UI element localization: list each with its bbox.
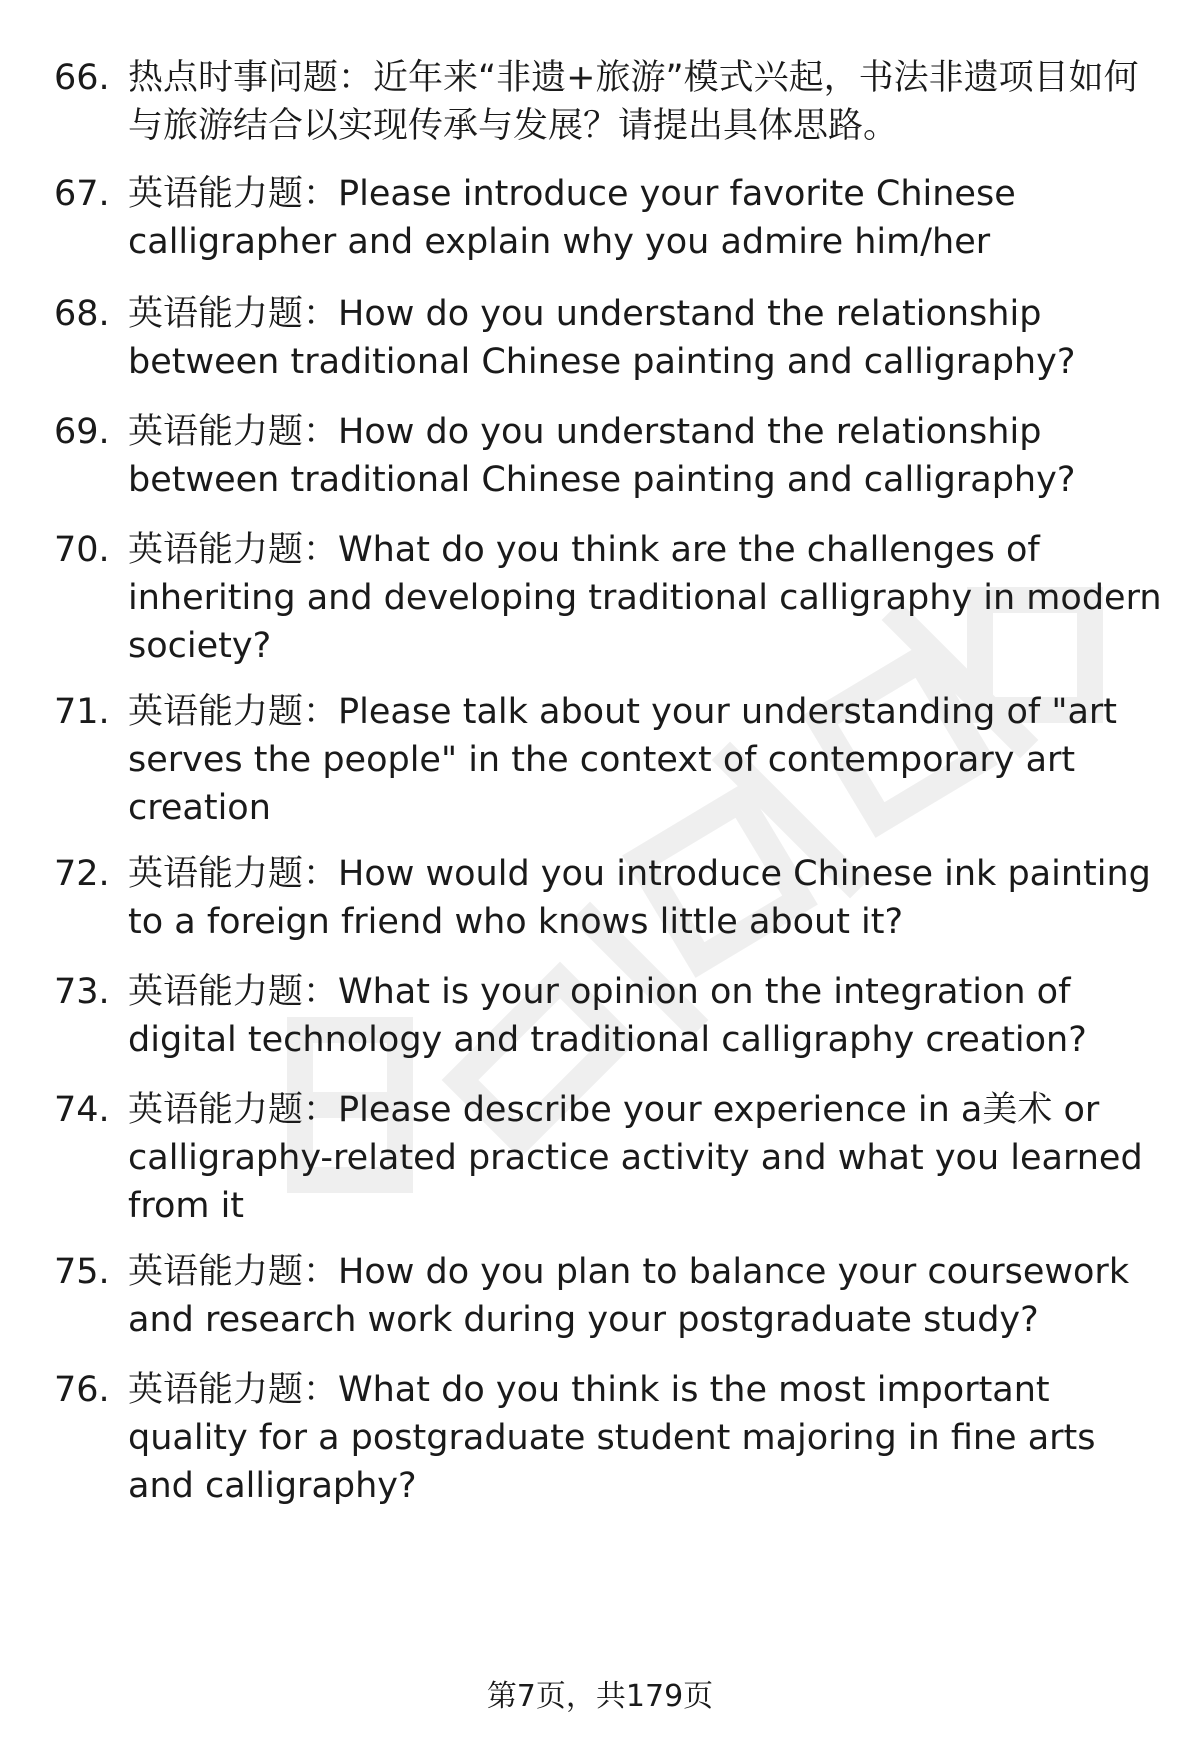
question-text: How would you introduce Chinese ink painting to a foreign friend who knows little about it? [128,854,1151,942]
question-text: Please describe your experience in a美术 or calligraphy-related practice activity and what you learned from it [128,1090,1143,1226]
question-number: 75. [54,1252,110,1292]
question-body [128,1086,1164,1230]
question-text: What is your opinion on the integration of digital technology and traditional calligraphy creation? [128,972,1087,1060]
question-prefix: 英语能力题： [128,1252,339,1292]
question-body [128,1248,1164,1344]
question-body [128,968,1164,1064]
question-body [128,290,1164,386]
list-item [54,1086,1164,1230]
page-footer: 第7页，共179页 [486,1679,714,1714]
question-number: 70. [54,530,110,570]
question-body [128,170,1164,266]
list-item [54,850,1164,946]
list-item [54,1248,1164,1344]
question-text: Please introduce your favorite Chinese calligrapher and explain why you admire him/her [128,174,1016,262]
question-prefix: 英语能力题： [128,530,339,570]
question-prefix: 英语能力题： [128,1090,339,1130]
question-prefix: 英语能力题： [128,294,339,334]
list-item [54,688,1164,832]
question-body [128,688,1164,832]
question-number: 67. [54,174,110,214]
list-item [54,290,1164,386]
question-text: Please talk about your understanding of "art serves the people" in the context of contemporary art creation [128,692,1118,828]
list-item [54,54,1164,150]
question-prefix: 热点时事问题： [128,58,374,98]
question-number: 72. [54,854,110,894]
question-text: What do you think are the challenges of inheriting and developing traditional calligraphy in modern society? [128,530,1162,666]
question-prefix: 英语能力题： [128,854,339,894]
question-number: 73. [54,972,110,1012]
question-prefix: 英语能力题： [128,1370,339,1410]
question-number: 74. [54,1090,110,1130]
list-item [54,170,1164,266]
question-number: 71. [54,692,110,732]
question-body [128,526,1164,670]
question-text: How do you plan to balance your coursework and research work during your postgraduate study? [128,1252,1130,1340]
question-prefix: 英语能力题： [128,412,339,452]
question-number: 68. [54,294,110,334]
list-item [54,526,1164,670]
question-body [128,1366,1164,1510]
question-number: 66. [54,58,110,98]
question-text: How do you understand the relationship between traditional Chinese painting and calligraphy? [128,412,1076,500]
question-body [128,850,1164,946]
question-text: What do you think is the most important quality for a postgraduate student majoring in fine arts and calligraphy? [128,1370,1096,1506]
question-body [128,54,1164,150]
question-prefix: 英语能力题： [128,692,339,732]
question-text: 近年来“非遗+旅游”模式兴起，书法非遗项目如何与旅游结合以实现传承与发展？请提出具体思路。 [128,58,1139,146]
question-number: 76. [54,1370,110,1410]
list-item [54,1366,1164,1510]
list-item [54,968,1164,1064]
question-prefix: 英语能力题： [128,174,339,214]
question-number: 69. [54,412,110,452]
question-body [128,408,1164,504]
question-prefix: 英语能力题： [128,972,339,1012]
list-item [54,408,1164,504]
question-text: How do you understand the relationship between traditional Chinese painting and calligraphy? [128,294,1076,382]
